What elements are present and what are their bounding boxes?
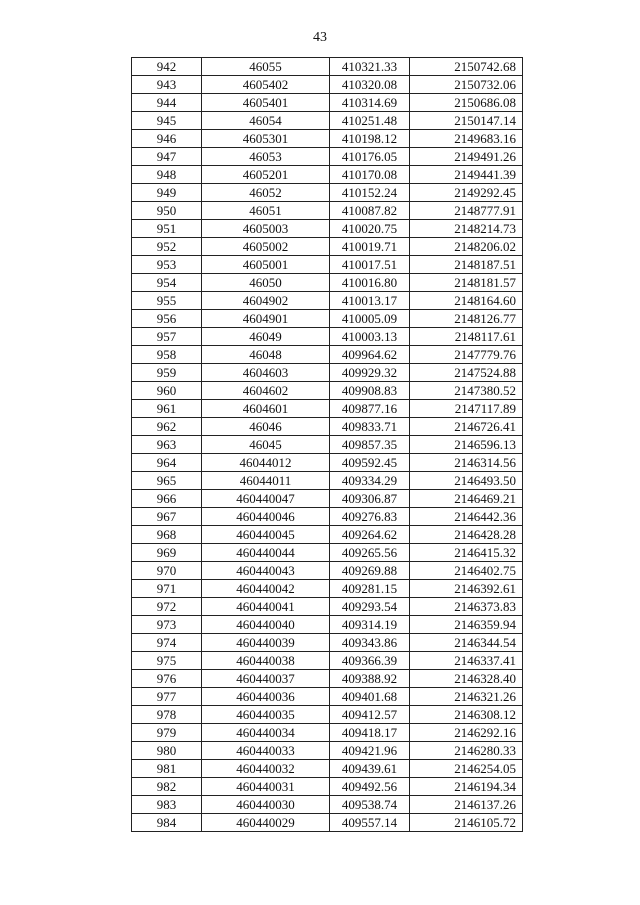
y-coordinate-cell: 2150147.14: [410, 112, 523, 130]
y-coordinate-cell: 2148777.91: [410, 202, 523, 220]
y-coordinate-cell: 2146254.05: [410, 760, 523, 778]
y-coordinate-cell: 2146337.41: [410, 652, 523, 670]
table-row: [132, 130, 523, 148]
x-coordinate-cell: 409439.61: [330, 760, 410, 778]
x-coordinate-cell: 410170.08: [330, 166, 410, 184]
table-row: [132, 202, 523, 220]
y-coordinate-cell: 2149292.45: [410, 184, 523, 202]
row-index-cell: 956: [132, 310, 202, 328]
x-coordinate-cell: 410314.69: [330, 94, 410, 112]
y-coordinate-cell: 2146105.72: [410, 814, 523, 832]
row-index-cell: 979: [132, 724, 202, 742]
x-coordinate-cell: 410003.13: [330, 328, 410, 346]
y-coordinate-cell: 2147380.52: [410, 382, 523, 400]
y-coordinate-cell: 2146392.61: [410, 580, 523, 598]
x-coordinate-cell: 409418.17: [330, 724, 410, 742]
row-index-cell: 966: [132, 490, 202, 508]
point-id-cell: 4605002: [202, 238, 330, 256]
row-index-cell: 977: [132, 688, 202, 706]
point-id-cell: 460440044: [202, 544, 330, 562]
row-index-cell: 951: [132, 220, 202, 238]
row-index-cell: 955: [132, 292, 202, 310]
table-row: [132, 454, 523, 472]
table-row: [132, 670, 523, 688]
x-coordinate-cell: 409366.39: [330, 652, 410, 670]
x-coordinate-cell: 410321.33: [330, 58, 410, 76]
table-row: [132, 688, 523, 706]
x-coordinate-cell: 409492.56: [330, 778, 410, 796]
x-coordinate-cell: 409857.35: [330, 436, 410, 454]
table-row: [132, 328, 523, 346]
row-index-cell: 972: [132, 598, 202, 616]
row-index-cell: 974: [132, 634, 202, 652]
y-coordinate-cell: 2148181.57: [410, 274, 523, 292]
x-coordinate-cell: 409833.71: [330, 418, 410, 436]
row-index-cell: 945: [132, 112, 202, 130]
page-number: 43: [313, 30, 327, 45]
table-row: [132, 418, 523, 436]
y-coordinate-cell: 2148117.61: [410, 328, 523, 346]
x-coordinate-cell: 410087.82: [330, 202, 410, 220]
table-row: [132, 472, 523, 490]
x-coordinate-cell: 410152.24: [330, 184, 410, 202]
y-coordinate-cell: 2146280.33: [410, 742, 523, 760]
point-id-cell: 4604602: [202, 382, 330, 400]
row-index-cell: 970: [132, 562, 202, 580]
x-coordinate-cell: 409964.62: [330, 346, 410, 364]
row-index-cell: 961: [132, 400, 202, 418]
point-id-cell: 460440042: [202, 580, 330, 598]
row-index-cell: 943: [132, 76, 202, 94]
point-id-cell: 460440046: [202, 508, 330, 526]
table-row: [132, 256, 523, 274]
y-coordinate-cell: 2146314.56: [410, 454, 523, 472]
table-row: [132, 724, 523, 742]
point-id-cell: 4604902: [202, 292, 330, 310]
x-coordinate-cell: 409538.74: [330, 796, 410, 814]
x-coordinate-cell: 410251.48: [330, 112, 410, 130]
point-id-cell: 4604601: [202, 400, 330, 418]
row-index-cell: 942: [132, 58, 202, 76]
point-id-cell: 460440030: [202, 796, 330, 814]
table-row: [132, 76, 523, 94]
point-id-cell: 46048: [202, 346, 330, 364]
row-index-cell: 964: [132, 454, 202, 472]
point-id-cell: 46053: [202, 148, 330, 166]
y-coordinate-cell: 2146194.34: [410, 778, 523, 796]
y-coordinate-cell: 2149683.16: [410, 130, 523, 148]
y-coordinate-cell: 2146308.12: [410, 706, 523, 724]
point-id-cell: 4605402: [202, 76, 330, 94]
row-index-cell: 947: [132, 148, 202, 166]
table-row: [132, 166, 523, 184]
point-id-cell: 4605301: [202, 130, 330, 148]
point-id-cell: 460440038: [202, 652, 330, 670]
y-coordinate-cell: 2148214.73: [410, 220, 523, 238]
point-id-cell: 46052: [202, 184, 330, 202]
table-row: [132, 274, 523, 292]
row-index-cell: 968: [132, 526, 202, 544]
y-coordinate-cell: 2146493.50: [410, 472, 523, 490]
point-id-cell: 4605003: [202, 220, 330, 238]
point-id-cell: 460440047: [202, 490, 330, 508]
table-row: [132, 94, 523, 112]
table-row: [132, 148, 523, 166]
x-coordinate-cell: 410017.51: [330, 256, 410, 274]
point-id-cell: 4604603: [202, 364, 330, 382]
table-row: [132, 310, 523, 328]
row-index-cell: 982: [132, 778, 202, 796]
y-coordinate-cell: 2146373.83: [410, 598, 523, 616]
row-index-cell: 971: [132, 580, 202, 598]
table-row: [132, 382, 523, 400]
point-id-cell: 460440029: [202, 814, 330, 832]
table-row: [132, 706, 523, 724]
row-index-cell: 963: [132, 436, 202, 454]
row-index-cell: 954: [132, 274, 202, 292]
row-index-cell: 980: [132, 742, 202, 760]
point-id-cell: 460440034: [202, 724, 330, 742]
row-index-cell: 973: [132, 616, 202, 634]
point-id-cell: 46044012: [202, 454, 330, 472]
x-coordinate-cell: 409401.68: [330, 688, 410, 706]
table-row: [132, 292, 523, 310]
y-coordinate-cell: 2149441.39: [410, 166, 523, 184]
x-coordinate-cell: 409343.86: [330, 634, 410, 652]
table-row: [132, 436, 523, 454]
point-id-cell: 460440043: [202, 562, 330, 580]
row-index-cell: 969: [132, 544, 202, 562]
point-id-cell: 46045: [202, 436, 330, 454]
x-coordinate-cell: 409334.29: [330, 472, 410, 490]
x-coordinate-cell: 410005.09: [330, 310, 410, 328]
x-coordinate-cell: 410013.17: [330, 292, 410, 310]
row-index-cell: 949: [132, 184, 202, 202]
y-coordinate-cell: 2148206.02: [410, 238, 523, 256]
row-index-cell: 978: [132, 706, 202, 724]
y-coordinate-cell: 2148187.51: [410, 256, 523, 274]
y-coordinate-cell: 2147524.88: [410, 364, 523, 382]
x-coordinate-cell: 409412.57: [330, 706, 410, 724]
y-coordinate-cell: 2150732.06: [410, 76, 523, 94]
point-id-cell: 460440040: [202, 616, 330, 634]
x-coordinate-cell: 409557.14: [330, 814, 410, 832]
x-coordinate-cell: 409281.15: [330, 580, 410, 598]
x-coordinate-cell: 409929.32: [330, 364, 410, 382]
table-row: [132, 544, 523, 562]
row-index-cell: 984: [132, 814, 202, 832]
table-row: [132, 580, 523, 598]
x-coordinate-cell: 410019.71: [330, 238, 410, 256]
point-id-cell: 46051: [202, 202, 330, 220]
y-coordinate-cell: 2146726.41: [410, 418, 523, 436]
y-coordinate-cell: 2146469.21: [410, 490, 523, 508]
row-index-cell: 962: [132, 418, 202, 436]
point-id-cell: 46050: [202, 274, 330, 292]
point-id-cell: 460440036: [202, 688, 330, 706]
table-row: [132, 778, 523, 796]
y-coordinate-cell: 2146321.26: [410, 688, 523, 706]
point-id-cell: 4605201: [202, 166, 330, 184]
table-row: [132, 364, 523, 382]
y-coordinate-cell: 2146137.26: [410, 796, 523, 814]
y-coordinate-cell: 2146359.94: [410, 616, 523, 634]
table-row: [132, 346, 523, 364]
row-index-cell: 944: [132, 94, 202, 112]
x-coordinate-cell: 409592.45: [330, 454, 410, 472]
row-index-cell: 967: [132, 508, 202, 526]
point-id-cell: 460440039: [202, 634, 330, 652]
point-id-cell: 46054: [202, 112, 330, 130]
y-coordinate-cell: 2146292.16: [410, 724, 523, 742]
y-coordinate-cell: 2146402.75: [410, 562, 523, 580]
point-id-cell: 46049: [202, 328, 330, 346]
x-coordinate-cell: 409293.54: [330, 598, 410, 616]
x-coordinate-cell: 409306.87: [330, 490, 410, 508]
coordinates-table-body: [132, 58, 523, 832]
y-coordinate-cell: 2147779.76: [410, 346, 523, 364]
y-coordinate-cell: 2148126.77: [410, 310, 523, 328]
y-coordinate-cell: 2149491.26: [410, 148, 523, 166]
y-coordinate-cell: 2146428.28: [410, 526, 523, 544]
x-coordinate-cell: 410198.12: [330, 130, 410, 148]
point-id-cell: 460440035: [202, 706, 330, 724]
row-index-cell: 946: [132, 130, 202, 148]
row-index-cell: 957: [132, 328, 202, 346]
table-row: [132, 634, 523, 652]
point-id-cell: 4605401: [202, 94, 330, 112]
table-row: [132, 616, 523, 634]
table-row: [132, 814, 523, 832]
x-coordinate-cell: 409269.88: [330, 562, 410, 580]
row-index-cell: 950: [132, 202, 202, 220]
y-coordinate-cell: 2148164.60: [410, 292, 523, 310]
coordinates-table: [131, 57, 523, 832]
x-coordinate-cell: 410016.80: [330, 274, 410, 292]
y-coordinate-cell: 2146328.40: [410, 670, 523, 688]
y-coordinate-cell: 2146415.32: [410, 544, 523, 562]
row-index-cell: 981: [132, 760, 202, 778]
x-coordinate-cell: 409421.96: [330, 742, 410, 760]
point-id-cell: 460440045: [202, 526, 330, 544]
x-coordinate-cell: 409264.62: [330, 526, 410, 544]
point-id-cell: 460440041: [202, 598, 330, 616]
row-index-cell: 976: [132, 670, 202, 688]
point-id-cell: 46055: [202, 58, 330, 76]
x-coordinate-cell: 410320.08: [330, 76, 410, 94]
y-coordinate-cell: 2150742.68: [410, 58, 523, 76]
table-row: [132, 760, 523, 778]
y-coordinate-cell: 2146596.13: [410, 436, 523, 454]
row-index-cell: 953: [132, 256, 202, 274]
point-id-cell: 460440032: [202, 760, 330, 778]
table-row: [132, 652, 523, 670]
y-coordinate-cell: 2147117.89: [410, 400, 523, 418]
point-id-cell: 46044011: [202, 472, 330, 490]
table-row: [132, 562, 523, 580]
x-coordinate-cell: 410020.75: [330, 220, 410, 238]
row-index-cell: 960: [132, 382, 202, 400]
y-coordinate-cell: 2150686.08: [410, 94, 523, 112]
row-index-cell: 965: [132, 472, 202, 490]
y-coordinate-cell: 2146442.36: [410, 508, 523, 526]
point-id-cell: 4604901: [202, 310, 330, 328]
x-coordinate-cell: 409265.56: [330, 544, 410, 562]
table-row: [132, 238, 523, 256]
x-coordinate-cell: 409276.83: [330, 508, 410, 526]
row-index-cell: 983: [132, 796, 202, 814]
x-coordinate-cell: 409388.92: [330, 670, 410, 688]
x-coordinate-cell: 409314.19: [330, 616, 410, 634]
point-id-cell: 460440031: [202, 778, 330, 796]
row-index-cell: 975: [132, 652, 202, 670]
y-coordinate-cell: 2146344.54: [410, 634, 523, 652]
x-coordinate-cell: 410176.05: [330, 148, 410, 166]
table-row: [132, 490, 523, 508]
x-coordinate-cell: 409877.16: [330, 400, 410, 418]
table-row: [132, 112, 523, 130]
table-row: [132, 796, 523, 814]
point-id-cell: 460440037: [202, 670, 330, 688]
row-index-cell: 952: [132, 238, 202, 256]
x-coordinate-cell: 409908.83: [330, 382, 410, 400]
row-index-cell: 958: [132, 346, 202, 364]
row-index-cell: 959: [132, 364, 202, 382]
table-row: [132, 58, 523, 76]
point-id-cell: 46046: [202, 418, 330, 436]
point-id-cell: 460440033: [202, 742, 330, 760]
table-row: [132, 400, 523, 418]
row-index-cell: 948: [132, 166, 202, 184]
point-id-cell: 4605001: [202, 256, 330, 274]
table-row: [132, 598, 523, 616]
table-row: [132, 220, 523, 238]
table-row: [132, 526, 523, 544]
table-row: [132, 184, 523, 202]
table-row: [132, 742, 523, 760]
table-row: [132, 508, 523, 526]
